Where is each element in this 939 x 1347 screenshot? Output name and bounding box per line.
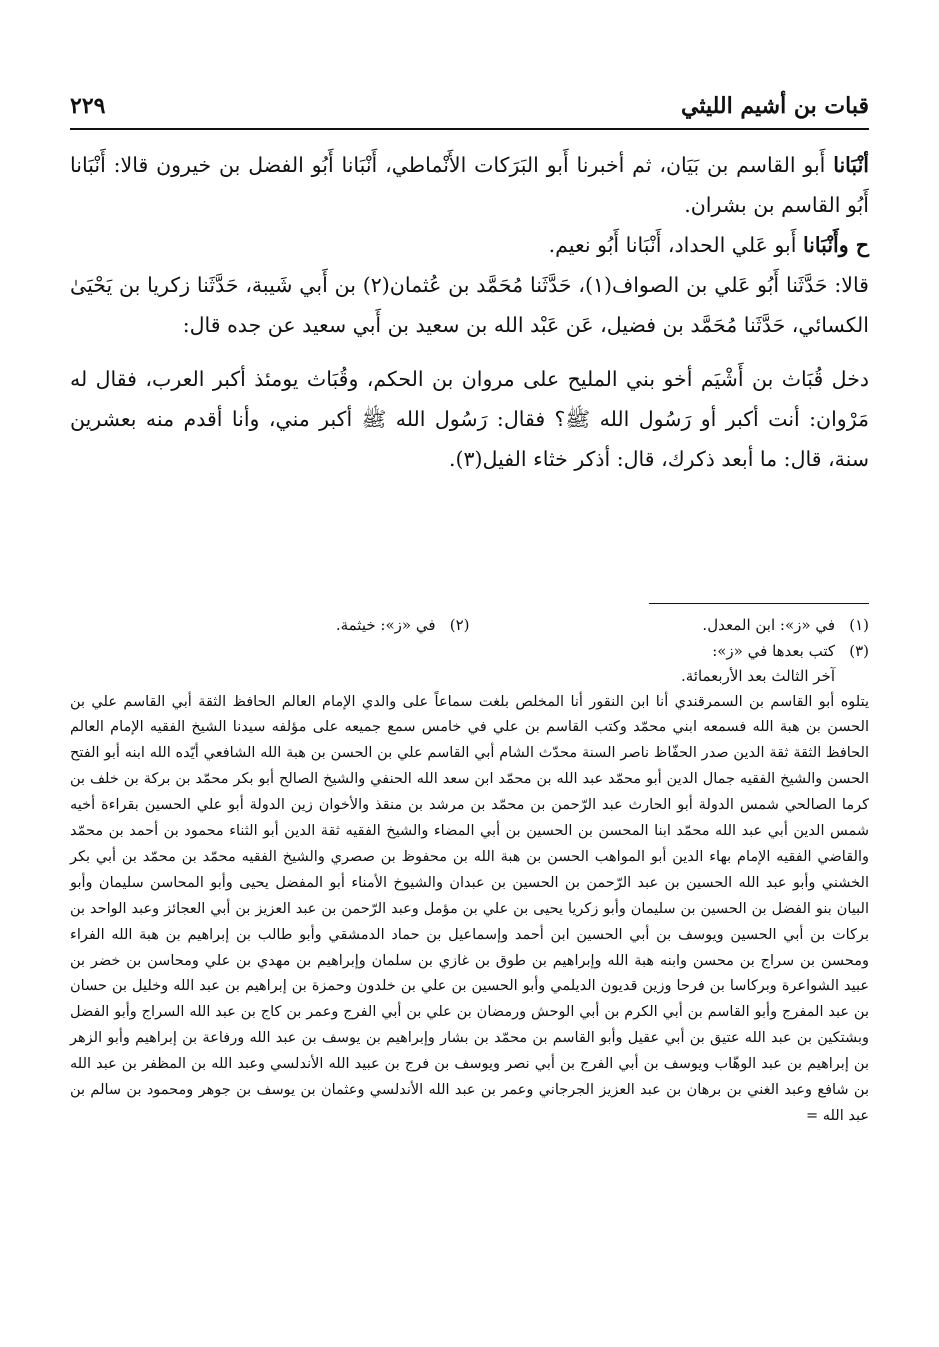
footnote-separator bbox=[649, 603, 869, 604]
footnote-3-number: (٣) bbox=[849, 641, 869, 660]
footnote-2-number: (٢) bbox=[449, 616, 470, 634]
paragraph-1 bbox=[70, 145, 869, 225]
paragraph-2-lead: ح وأَنْبَانا bbox=[802, 233, 869, 257]
footnote-1 bbox=[470, 613, 870, 639]
footnote-3-colophon: يتلوه أبو القاسم بن السمرقندي أنا ابن النقور أنا المخلص بلغت سماعاً على والدي الإمام العالم الحافظ الثقة أبي القاسم علي بن الحسن بن هبة الله فسمعه ابني محمّد وكتب القاسم بن علي في خامس سمع جميعه على مؤلفه سيدنا الشيخ الفقيه الإمام العالم الحافظ الثقة ثقة الدين صدر الحفّاظ ناصر السنة محدّث الشام أبي القاسم علي بن الحسن بن هبة الله الشافعي أيّده الله ابنه أبو الفتح الحسن والشيخ الفقيه جمال الدين أبو محمّد عبد الله بن محمّد ابن سعد الله الحنفي والشيخ الصالح أبو بكر محمّد بن بركة بن خلف بن كرما الصالحي شمس الدولة أبو الحارث عبد الرّحمن بن محمّد بن مرشد بن منقذ والأخوان زين الدولة أبو علي الحسين بقراءة أخيه شمس الدين أبي عبد الله محمّد ابنا المحسن بن الحسين بن أبي المضاء والشيخ الفقيه ثقة الدين أبو الثناء محمود بن أحمد بن محمّد والقاضي الفقيه الإمام بهاء الدين أبو المواهب الحسن بن هبة الله بن محفوظ بن صصري والشيخ الفقيه محمّد بن محمّد بن أبي بكر الخشني وأبو عبد الله الحسين بن عبد الرّحمن بن الحسين بن عبدان والشيوخ الأمناء أبو المفضل يحيى وأبو المحاسن سليمان وأبو البيان بنو الفضل بن الحسين بن سليمان وأبو زكريا يحيى بن علي بن مؤمل وعبد الرّحمن بن عبد العزيز بن أبي العجائز وعبد الواحد بن بركات بن أبي الحسين ويوسف بن أبي الحسين ابن أحمد وإسماعيل بن حماد الدمشقي وأبو طالب بن إبراهيم بن هبة الله الفراء ومحسن بن سراج بن محسن وابنه هبة الله وإبراهيم بن طوق بن غازي بن سلمان وإبراهيم بن مهدي بن علي ومحاسن بن خضر بن عبيد الشواعرة وبركاسا بن فرحا وزين قديون الديلمي وأبو الحسين بن علي بن خلدون وحمزة بن إبراهيم بن عبد الله وخليل بن حسان بن عبد المفرج وأبو القاسم بن أبي الكرم بن أبي الوحش ورمضان بن علي بن أبي الفرج وعمر بن كاج بن عبد الله السراج وأبو الفضل وبشتكين بن عبد الله عتيق بن أبي عقيل وأبو القاسم بن محمّد بن بشار وإبراهيم بن يوسف بن عبد الله ورفاعة بن إبراهيم وأبو الزهر بن إبراهيم بن عبد الوهّاب ويوسف بن أبي الفرج بن أبي نصر ويوسف بن فرج بن عبيد الله الأندلسي وعبد الله بن المظفر بن عبد الله بن شافع وعبد الغني بن برهان بن عبد العزيز الجرجاني وعمر بن عبد الله الأندلسي وعثمان بن يوسف بن جوهر ومحمود بن سالم بن عبد الله = bbox=[70, 693, 869, 1124]
paragraph-gap bbox=[70, 345, 869, 359]
footnotes bbox=[70, 613, 869, 1130]
footnote-1-text: في «ز»: ابن المعدل. bbox=[702, 616, 835, 634]
main-text bbox=[70, 145, 869, 479]
paragraph-1-lead: أنْبَانا bbox=[833, 153, 869, 177]
footnote-2 bbox=[70, 613, 470, 639]
page-number: ٢٢٩ bbox=[70, 93, 106, 119]
page-header bbox=[70, 84, 869, 130]
running-title: قبات بن أشيم الليثي bbox=[681, 93, 869, 119]
paragraph-2-text: أَبو عَلي الحداد، أَنْبَانا أَبُو نعيم. bbox=[548, 233, 803, 257]
paragraph-3: قالا: حَدَّثَنا أَبُو عَلي بن الصواف(١)، حَدَّثَنا مُحَمَّد بن عُثمان(٢) بن أَبي شَيبة، حَدَّثَنا زكريا بن يَحْيَىٰ الكسائي، حَدَّثَنا مُحَمَّد بن فضيل، عَن عَبْد الله بن سعيد بن أَبي سعيد عن جده قال: bbox=[70, 273, 869, 337]
footnote-3-text: كتب بعدها في «ز»: bbox=[712, 641, 835, 660]
paragraph-1-text: أَبو القاسم بن بَيَان، ثم أخبرنا أَبو البَرَكات الأَنْماطي، أَنْبَانا أَبُو الفضل بن خيرون قالا: أَنْبَانا أَبُو القاسم بن بشران. bbox=[70, 153, 869, 217]
footnote-2-text: في «ز»: خيثمة. bbox=[335, 616, 436, 634]
footnote-3-line-2: آخر الثالث بعد الأربعمائة. bbox=[680, 667, 835, 685]
footnote-3 bbox=[70, 639, 869, 665]
footnote-row bbox=[70, 613, 869, 639]
footnote-1-number: (١) bbox=[849, 616, 869, 634]
paragraph-2 bbox=[70, 225, 869, 265]
paragraph-4: دخل قُبَاث بن أَشْيَم أخو بني المليح على مروان بن الحكم، وقُبَاث يومئذ أكبر العرب، فقال له مَرْوان: أنت أكبر أو رَسُول الله ﷺ؟ فقال: رَسُول الله ﷺ أكبر مني، وأنا أقدم منه بعشرين سنة، قال: ما أبعد ذكرك، قال: أذكر خثاء الفيل(٣). bbox=[70, 367, 869, 471]
